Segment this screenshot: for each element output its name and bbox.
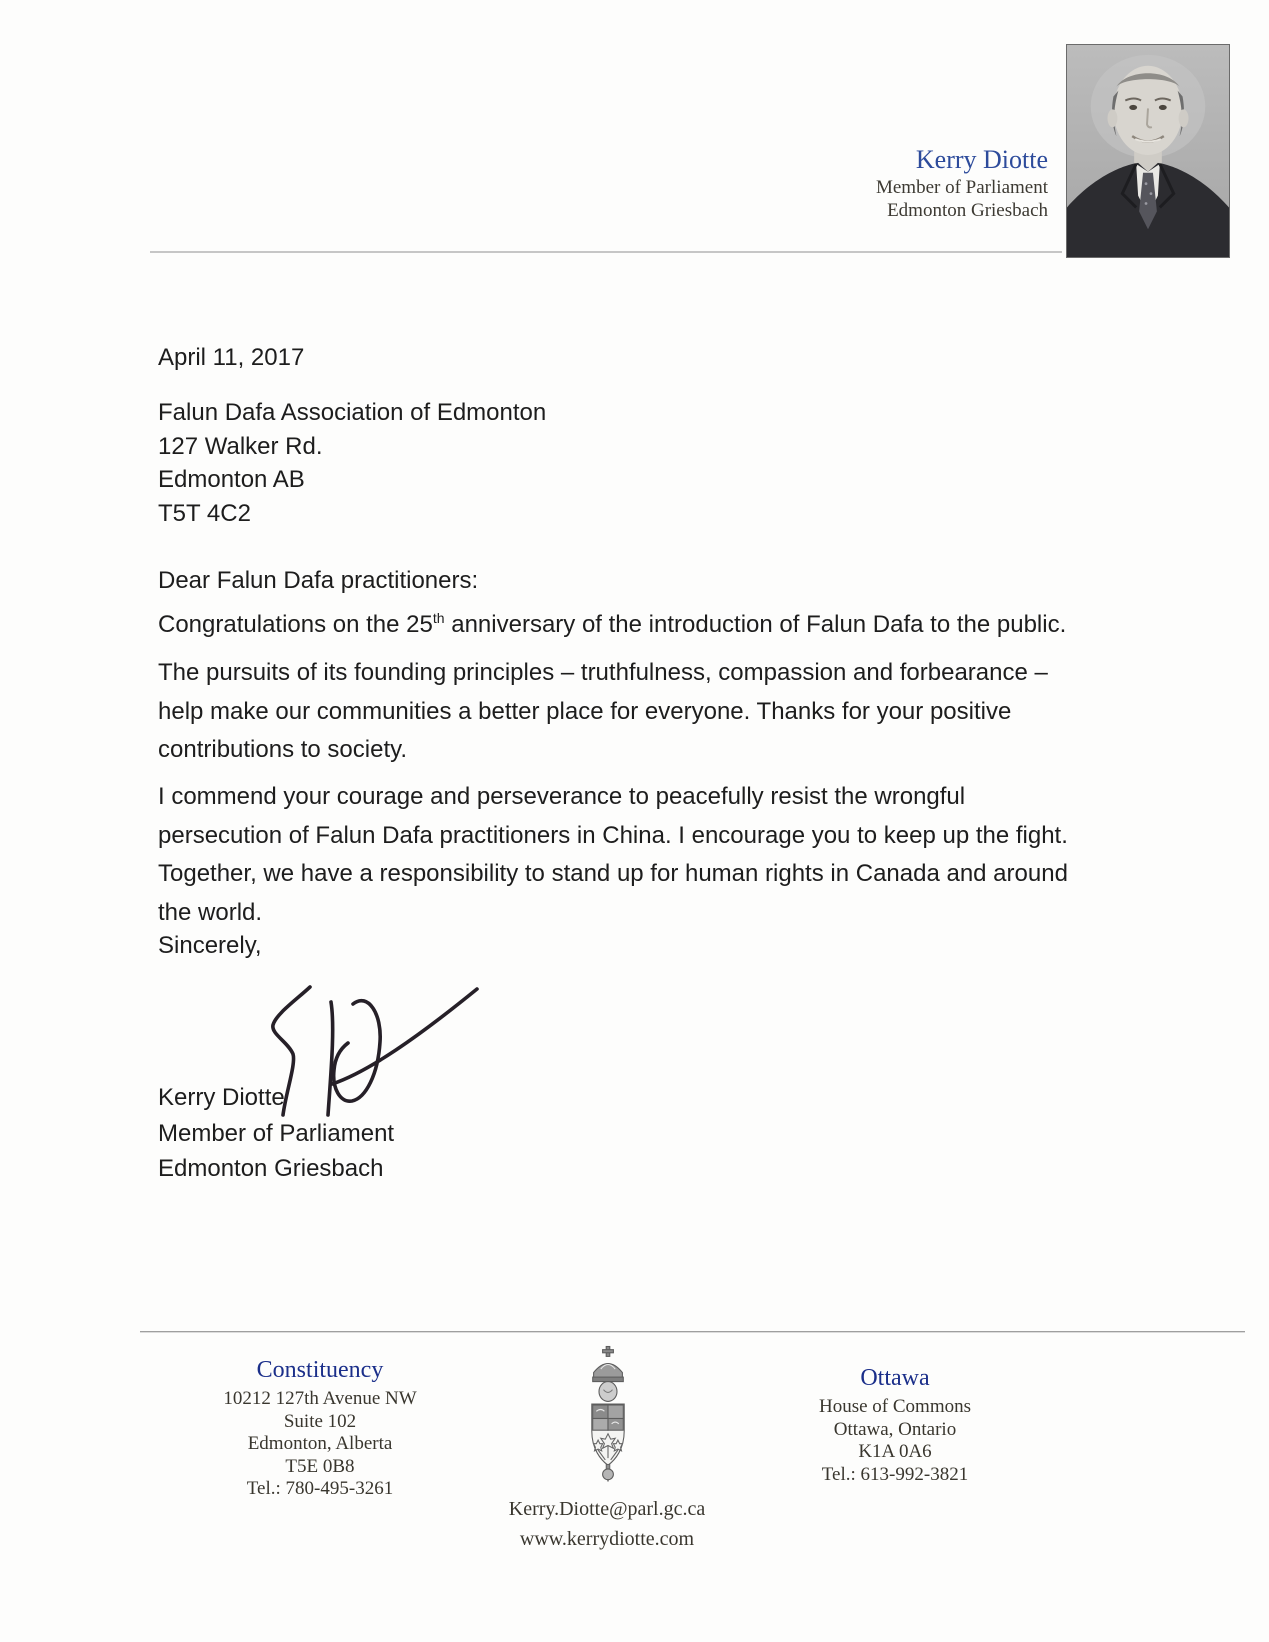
signer-name: Kerry Diotte bbox=[158, 1084, 285, 1111]
mace-illustration bbox=[581, 1340, 635, 1488]
ottawa-phone: Tel.: 613-992-3821 bbox=[821, 1463, 969, 1485]
paragraph-commendation bbox=[158, 778, 1068, 932]
paragraph-line: The pursuits of its founding principles – truthfulness, compassion and forbearance – bbox=[158, 659, 1048, 686]
letterhead bbox=[876, 144, 1048, 222]
recipient-line: T5T 4C2 bbox=[158, 499, 251, 527]
ottawa-office-block bbox=[745, 1364, 1045, 1486]
paragraph-line: help make our communities a better place for everyone. Thanks for your positive bbox=[158, 697, 1012, 725]
house-of-commons-mace-icon bbox=[581, 1340, 635, 1488]
letterhead-title: Member of Parliament bbox=[875, 177, 1048, 198]
paragraph-line: I commend your courage and perseverance to peacefully resist the wrongful bbox=[158, 783, 966, 810]
signer-riding: Edmonton Griesbach bbox=[158, 1155, 384, 1182]
letter-date: April 11, 2017 bbox=[158, 344, 305, 371]
letterhead-riding: Edmonton Griesbach bbox=[887, 200, 1048, 221]
paragraph-line: the world. bbox=[158, 898, 263, 926]
ottawa-line: House of Commons bbox=[819, 1396, 971, 1417]
paragraph-line: persecution of Falun Dafa practitioners in China. I encourage you to keep up the fight. bbox=[158, 821, 1068, 849]
paragraph-congratulations-text: Congratulations on the 25 bbox=[158, 611, 433, 638]
header-divider bbox=[150, 251, 1062, 253]
contact-block bbox=[427, 1494, 787, 1554]
ottawa-line: K1A 0A6 bbox=[858, 1441, 932, 1462]
email-address: Kerry.Diotte@parl.gc.ca bbox=[508, 1498, 706, 1520]
paragraph-line: Together, we have a responsibility to stand up for human rights in Canada and around bbox=[158, 860, 1068, 887]
signer-title: Member of Parliament bbox=[158, 1119, 395, 1147]
constituency-line: 10212 127th Avenue NW bbox=[223, 1388, 417, 1409]
paragraph-line: contributions to society. bbox=[158, 736, 408, 763]
constituency-phone: Tel.: 780-495-3261 bbox=[246, 1478, 394, 1499]
paragraph-principles bbox=[158, 654, 1048, 770]
ottawa-line: Ottawa, Ontario bbox=[833, 1418, 957, 1440]
ottawa-heading: Ottawa bbox=[860, 1365, 930, 1391]
paragraph-congratulations bbox=[158, 611, 1066, 639]
recipient-line: 127 Walker Rd. bbox=[158, 432, 323, 460]
paragraph-congratulations-text: anniversary of the introduction of Falun Dafa to the public. bbox=[444, 611, 1067, 638]
constituency-heading: Constituency bbox=[256, 1357, 384, 1383]
closing: Sincerely, bbox=[158, 932, 262, 959]
constituency-line: T5E 0B8 bbox=[285, 1455, 355, 1477]
constituency-line: Suite 102 bbox=[283, 1410, 357, 1432]
letterhead-name: Kerry Diotte bbox=[915, 145, 1048, 174]
salutation: Dear Falun Dafa practitioners: bbox=[158, 567, 479, 594]
signature-block bbox=[158, 1080, 394, 1187]
portrait-photo bbox=[1066, 44, 1230, 258]
portrait-photo-illustration bbox=[1067, 45, 1229, 257]
recipient-line: Edmonton AB bbox=[158, 466, 305, 493]
website-address: www.kerrydiotte.com bbox=[519, 1528, 695, 1550]
footer-divider bbox=[140, 1331, 1245, 1332]
recipient-line: Falun Dafa Association of Edmonton bbox=[158, 399, 547, 426]
ordinal-superscript: th bbox=[432, 610, 445, 626]
constituency-office-block bbox=[170, 1356, 470, 1501]
constituency-line: Edmonton, Alberta bbox=[247, 1433, 393, 1454]
recipient-address bbox=[158, 396, 546, 530]
